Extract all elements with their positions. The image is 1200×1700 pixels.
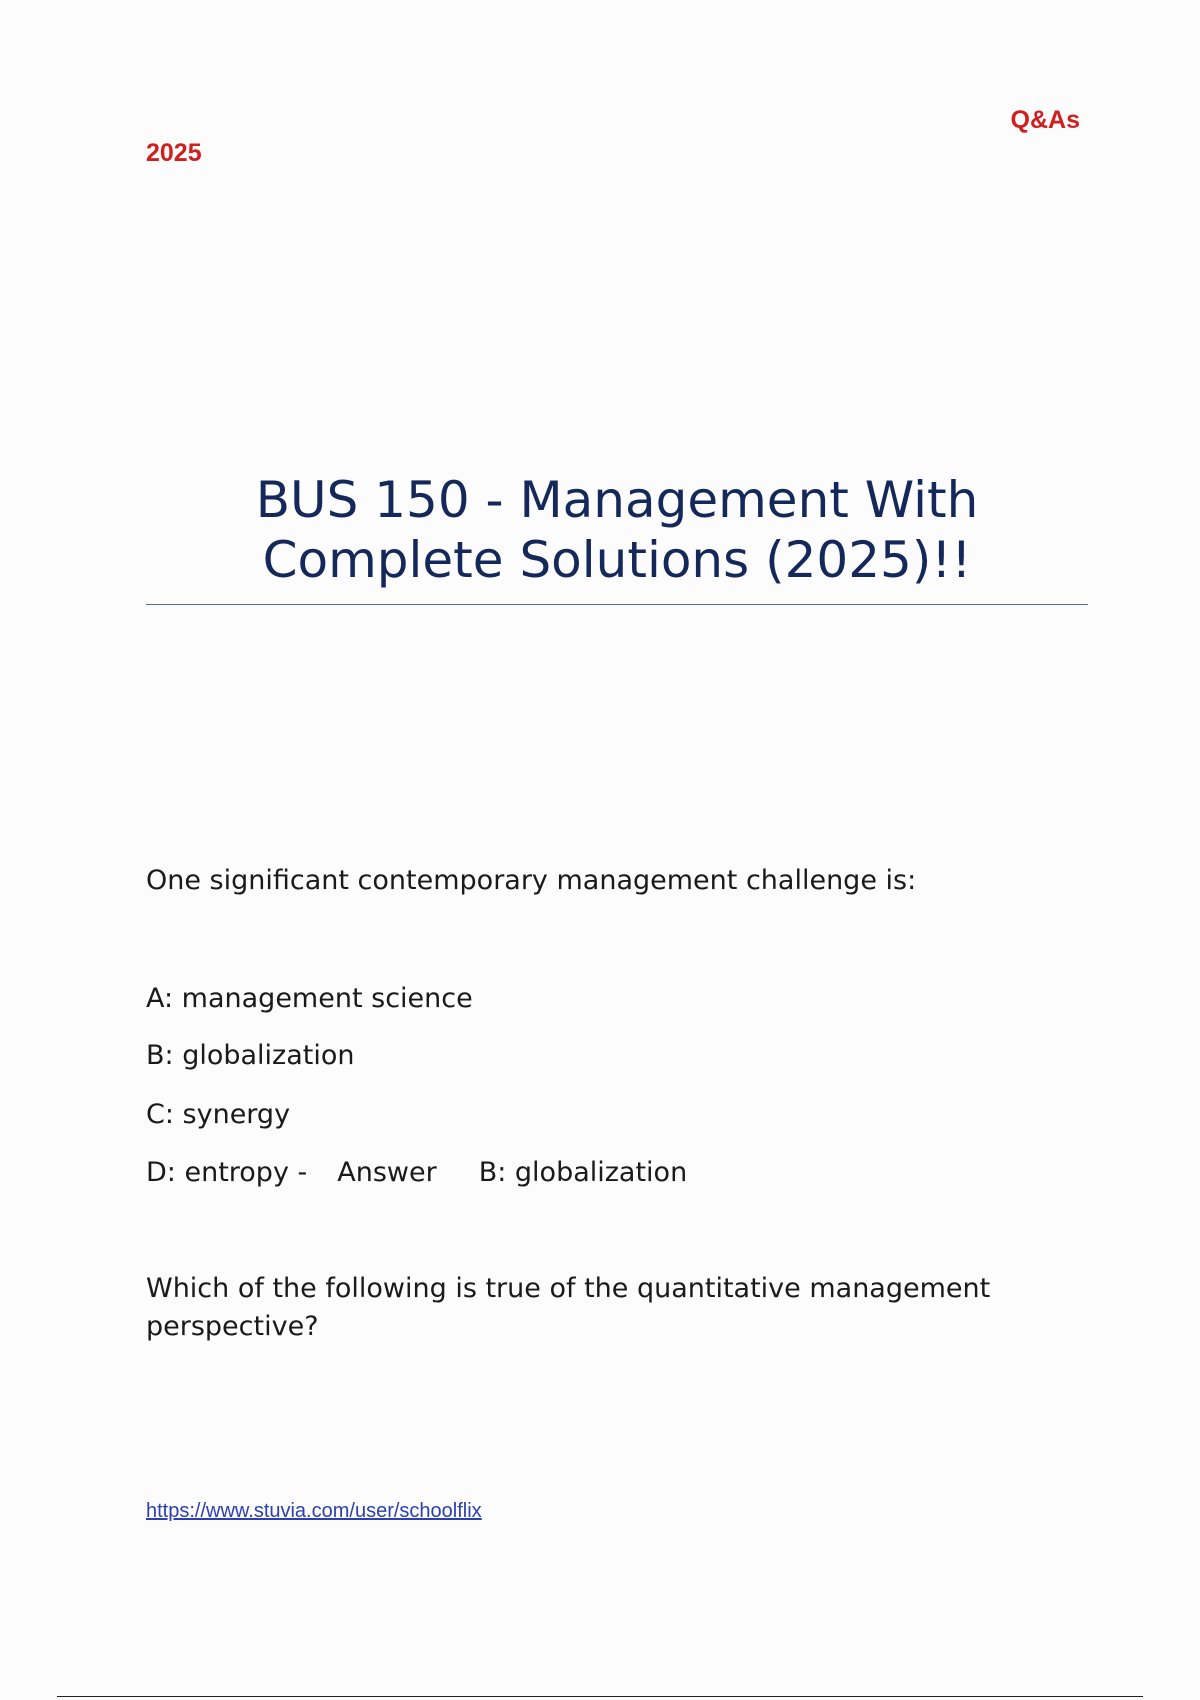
answer-value: B: globalization: [478, 1157, 688, 1188]
stuvia-profile-link[interactable]: https://www.stuvia.com/user/schoolflix: [146, 1500, 482, 1522]
answer-label: Answer: [337, 1157, 437, 1188]
title-divider: [146, 604, 1088, 605]
question-1-option-c: C: synergy: [146, 1099, 291, 1130]
header-year-label: 2025: [146, 139, 202, 167]
question-1-text: One significant contemporary management challenge is:: [146, 865, 917, 896]
question-1-option-d-row: [146, 1154, 687, 1192]
header-qas-label: Q&As: [1010, 106, 1080, 134]
document-title: BUS 150 - Management With Complete Solutions (2025)!!: [255, 471, 979, 589]
question-1-option-d: D: entropy -: [146, 1157, 308, 1188]
footer-divider: [57, 1696, 1143, 1697]
question-2-text: Which of the following is true of the quantitative management perspective?: [146, 1273, 991, 1342]
question-1-option-a: A: management science: [146, 983, 473, 1014]
question-1-option-b: B: globalization: [146, 1040, 355, 1071]
